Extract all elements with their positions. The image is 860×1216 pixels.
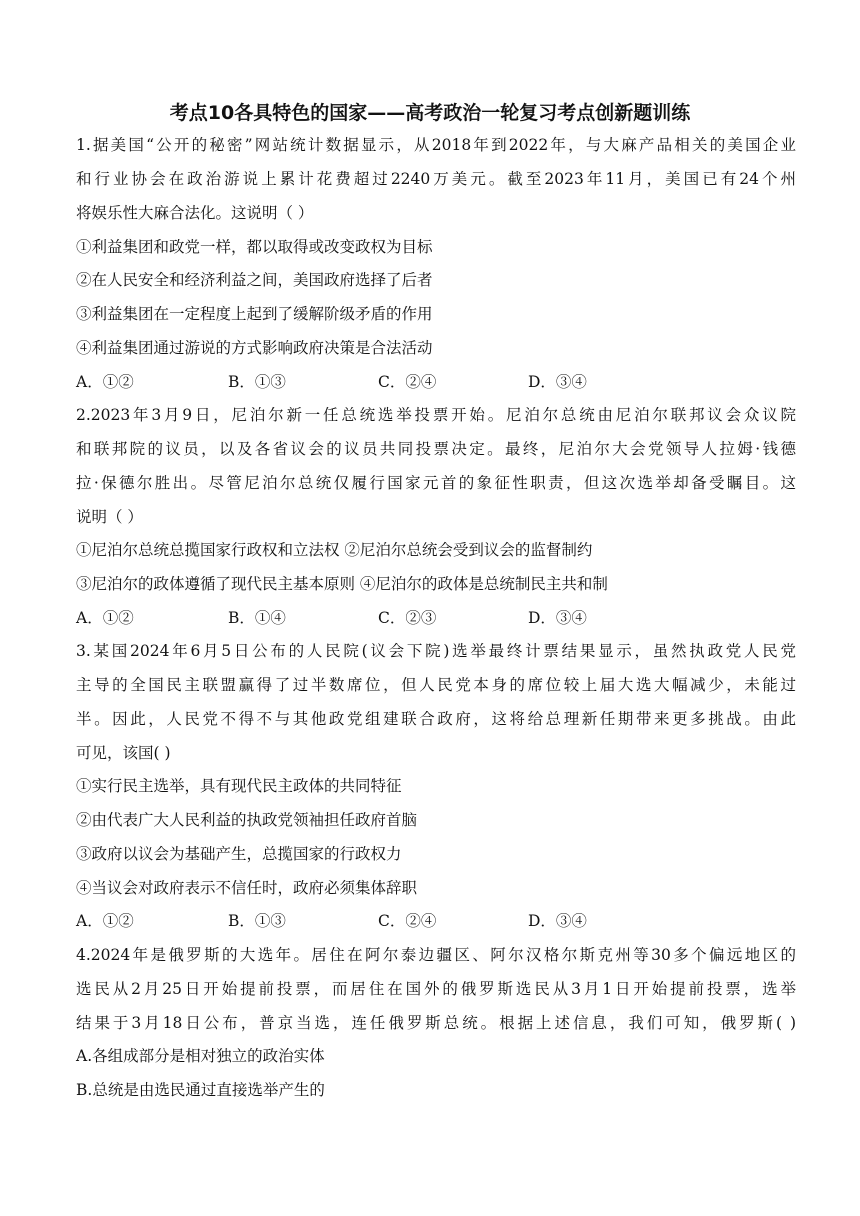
q1-item: ④利益集团通过游说的方式影响政府决策是合法活动 [76,339,433,357]
q2-option-d[interactable]: D．③④ [528,609,587,627]
q2-item: ③尼泊尔的政体遵循了现代民主基本原则 ④尼泊尔的政体是总统制民主共和制 [76,575,608,593]
q1-option-b[interactable]: B．①③ [228,373,286,391]
q3-item: ④当议会对政府表示不信任时，政府必须集体辞职 [76,879,418,897]
q1-stem-line: 和行业协会在政治游说上累计花费超过2240万美元。截至2023年11月，美国已有24个州 [76,170,796,188]
q2-option-c[interactable]: C．②③ [378,609,437,627]
q2-option-a[interactable]: A．①② [76,609,134,627]
q1-option-a[interactable]: A．①② [76,373,134,391]
q1-option-c[interactable]: C．②④ [378,373,437,391]
q2-stem-line: 说明（ ） [76,508,143,526]
q1-item: ②在人民安全和经济利益之间，美国政府选择了后者 [76,271,433,289]
q1-item: ③利益集团在一定程度上起到了缓解阶级矛盾的作用 [76,305,433,323]
q2-stem-line: 拉·保德尔胜出。尽管尼泊尔总统仅履行国家元首的象征性职责，但这次选举却备受瞩目。这 [76,474,796,492]
q4-stem-line: 选民从2月25日开始提前投票，而居住在国外的俄罗斯选民从3月1日开始提前投票，选举 [76,980,796,998]
q3-option-a[interactable]: A．①② [76,912,134,930]
q3-stem-line: 3.某国2024年6月5日公布的人民院(议会下院)选举最终计票结果显示，虽然执政党人民党 [76,642,796,660]
q1-stem-line: 1.据美国“公开的秘密”网站统计数据显示，从2018年到2022年，与大麻产品相关的美国企业 [76,136,796,154]
q3-stem-line: 半。因此，人民党不得不与其他政党组建联合政府，这将给总理新任期带来更多挑战。由此 [76,710,796,728]
q2-stem-line: 和联邦院的议员，以及各省议会的议员共同投票决定。最终，尼泊尔大会党领导人拉姆·钱德 [76,440,796,458]
q3-stem-line: 主导的全国民主联盟赢得了过半数席位，但人民党本身的席位较上届大选大幅减少，未能过 [76,676,796,694]
q1-option-d[interactable]: D．③④ [528,373,587,391]
q4-option-a[interactable]: A.各组成部分是相对独立的政治实体 [76,1047,325,1065]
q4-option-b[interactable]: B.总统是由选民通过直接选举产生的 [76,1081,325,1099]
q1-item: ①利益集团和政党一样，都以取得或改变政权为目标 [76,238,433,256]
q3-option-d[interactable]: D．③④ [528,912,587,930]
q2-stem-line: 2.2023年3月9日，尼泊尔新一任总统选举投票开始。尼泊尔总统由尼泊尔联邦议会众议院 [76,406,796,424]
q2-item: ①尼泊尔总统总揽国家行政权和立法权 ②尼泊尔总统会受到议会的监督制约 [76,541,593,559]
document-title: 考点10各具特色的国家——高考政治一轮复习考点创新题训练 [169,102,691,124]
q3-option-b[interactable]: B．①③ [228,912,286,930]
q4-stem-line: 4.2024年是俄罗斯的大选年。居住在阿尔泰边疆区、阿尔汉格尔斯克州等30多个偏远地区的 [76,946,796,964]
q3-item: ③政府以议会为基础产生，总揽国家的行政权力 [76,845,402,863]
q4-stem-line: 结果于3月18日公布，普京当选，连任俄罗斯总统。根据上述信息，我们可知，俄罗斯( ) [76,1014,796,1032]
q3-option-c[interactable]: C．②④ [378,912,437,930]
q3-stem-line: 可见，该国( ) [76,744,171,762]
q3-item: ②由代表广大人民利益的执政党领袖担任政府首脑 [76,811,418,829]
q2-option-b[interactable]: B．①④ [228,609,286,627]
q1-stem-line: 将娱乐性大麻合法化。这说明（ ） [76,204,314,222]
q3-item: ①实行民主选举，具有现代民主政体的共同特征 [76,777,402,795]
